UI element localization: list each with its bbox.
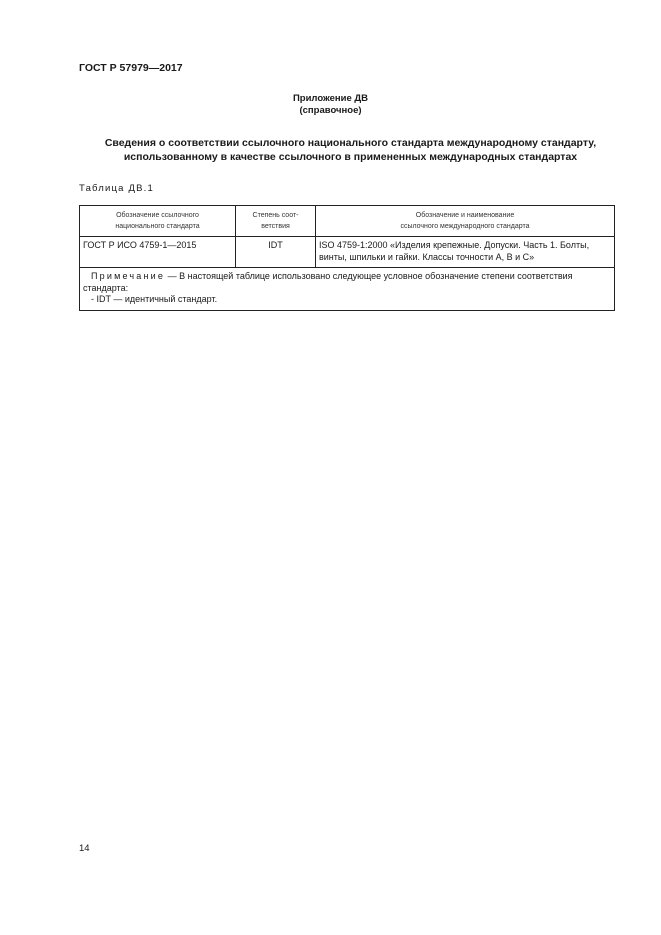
column-header-international-line-1: Обозначение и наименование <box>415 212 515 219</box>
note-label: Примечание <box>91 271 166 281</box>
cell-national-standard: ГОСТ Р ИСО 4759-1—2015 <box>80 237 236 268</box>
column-header-international-line-2: ссылочного международного стандарта <box>400 223 530 230</box>
column-header-degree-line-1: Степень соот- <box>252 212 299 219</box>
annex-heading <box>0 93 661 117</box>
column-header-national-line-2: национального стандарта <box>115 223 200 230</box>
table-header-row <box>80 206 615 237</box>
column-header-national-line-1: Обозначение ссылочного <box>116 212 199 219</box>
cell-degree: IDT <box>236 237 316 268</box>
correspondence-table <box>79 205 615 311</box>
column-header-degree-line-2: ветствия <box>261 223 290 230</box>
column-header-international <box>316 206 615 237</box>
column-header-national <box>80 206 236 237</box>
page-number: 14 <box>79 843 90 854</box>
section-title-line-1: Сведения о соответствии ссылочного национального стандарта международному стандарту, <box>104 137 597 149</box>
annex-subtitle: (справочное) <box>299 105 362 116</box>
note-item: - IDT — идентичный стандарт. <box>91 294 218 304</box>
standard-designation: ГОСТ Р 57979—2017 <box>79 62 183 74</box>
column-header-degree <box>236 206 316 237</box>
table-note <box>80 268 615 311</box>
cell-international-standard: ISO 4759-1:2000 «Изделия крепежные. Допуски. Часть 1. Болты, винты, шпильки и гайки. Классы точности A, B и C» <box>316 237 615 268</box>
table-note-row <box>80 268 615 311</box>
table-label: Таблица ДВ.1 <box>79 183 154 194</box>
section-title <box>60 136 641 164</box>
table-row <box>80 237 615 268</box>
annex-title: Приложение ДВ <box>292 93 369 104</box>
section-title-line-2: использованному в качестве ссылочного в примененных международных стандартах <box>123 151 578 163</box>
note-text: — В настоящей таблице использовано следующее условное обозначение степени соответствия стандарта: <box>83 271 573 293</box>
